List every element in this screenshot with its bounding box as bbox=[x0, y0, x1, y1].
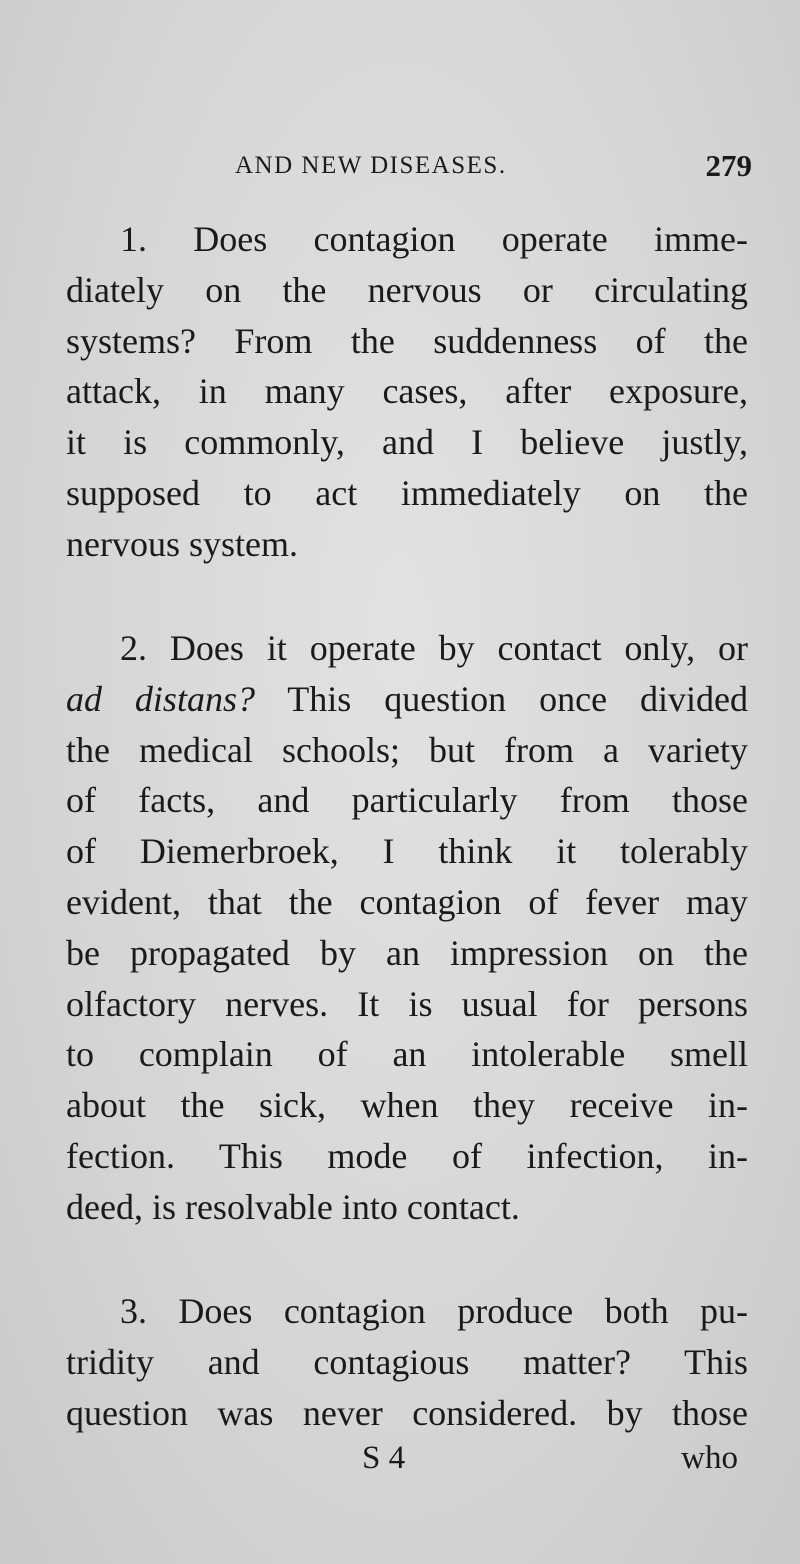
text-line: attack, in many cases, after exposure, bbox=[66, 371, 748, 412]
text-line: systems? From the suddenness of the bbox=[66, 320, 748, 361]
text-line: of facts, and particularly from those bbox=[66, 780, 748, 821]
text-line: 2. Does it operate by contact only, or bbox=[120, 628, 748, 668]
paragraph-3 bbox=[66, 1286, 748, 1438]
text-line: diately on the nervous or circulating bbox=[66, 269, 748, 310]
signature-mark: S 4 bbox=[362, 1440, 406, 1476]
text-line: evident, that the contagion of fever may bbox=[66, 881, 748, 922]
text-fragment: This question once divided bbox=[254, 678, 748, 719]
text-line: of Diemerbroek, I think it tolerably bbox=[66, 831, 748, 872]
text-line: tridity and contagious matter? This bbox=[66, 1341, 748, 1382]
page-number: 279 bbox=[705, 148, 752, 183]
text-line: the medical schools; but from a variety bbox=[66, 729, 748, 770]
italic-phrase: ad distans? bbox=[66, 678, 255, 719]
text-line: 1. Does contagion operate imme- bbox=[120, 219, 748, 259]
running-head bbox=[60, 148, 752, 192]
text-line: nervous system. bbox=[66, 523, 298, 564]
running-head-title: AND NEW DISEASES. bbox=[235, 152, 507, 179]
catchword: who bbox=[681, 1440, 738, 1476]
text-line-with-italic bbox=[66, 674, 748, 725]
text-line: supposed to act immediately on the bbox=[66, 472, 748, 513]
paragraph-1 bbox=[66, 214, 748, 570]
text-line: it is commonly, and I believe justly, bbox=[66, 422, 748, 463]
paragraph-2 bbox=[66, 623, 748, 1233]
text-line: fection. This mode of infection, in- bbox=[66, 1135, 748, 1176]
text-line: be propagated by an impression on the bbox=[66, 932, 748, 973]
text-line: olfactory nerves. It is usual for persons bbox=[66, 983, 748, 1024]
text-line: 3. Does contagion produce both pu- bbox=[120, 1291, 748, 1331]
text-line: question was never considered. by those bbox=[66, 1392, 748, 1433]
text-line: to complain of an intolerable smell bbox=[66, 1034, 748, 1075]
text-line: deed, is resolvable into contact. bbox=[66, 1186, 520, 1227]
text-line: about the sick, when they receive in- bbox=[66, 1085, 748, 1126]
